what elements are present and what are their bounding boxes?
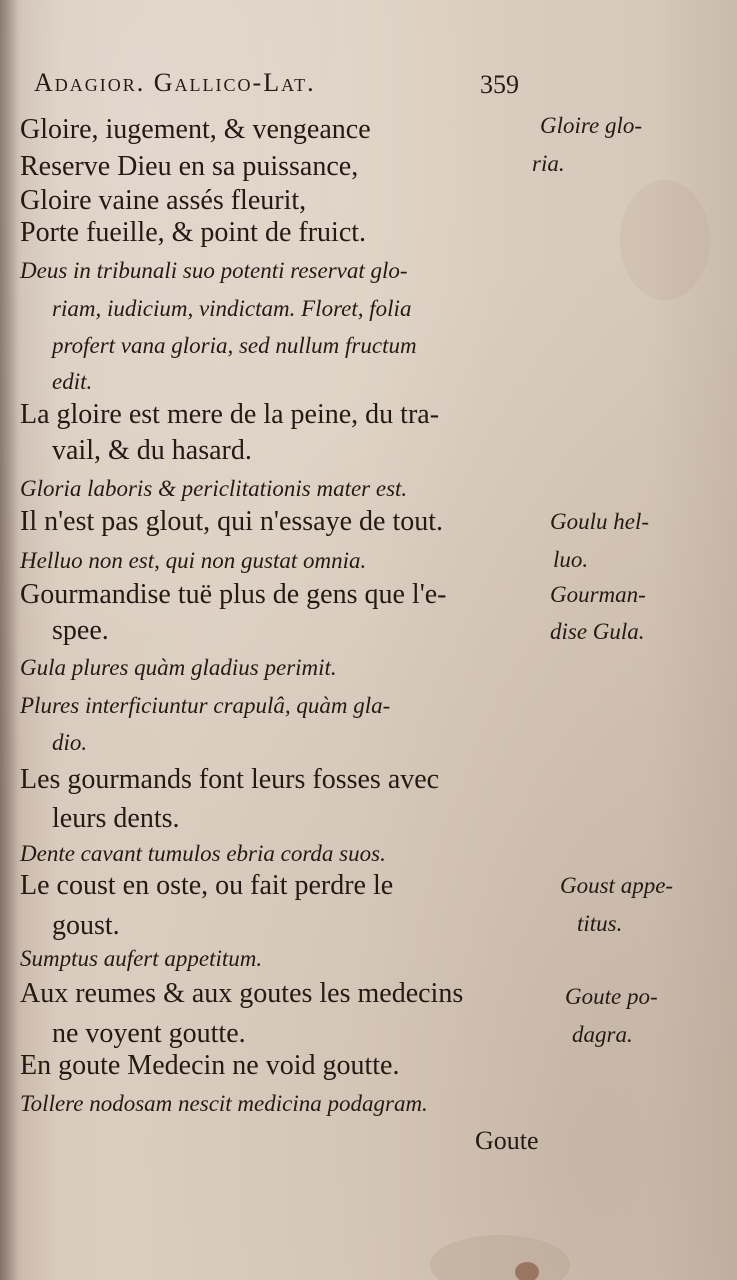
text-line: Sumptus aufert appetitum. [20, 946, 263, 971]
margin-note: titus. [577, 911, 623, 936]
margin-note: dise Gula. [550, 619, 645, 644]
text-line: Deus in tribunali suo potenti reservat glo- [20, 258, 408, 283]
margin-note: ria. [532, 151, 565, 176]
margin-note: dagra. [572, 1022, 633, 1047]
text-line: En goute Medecin ne void goutte. [20, 1050, 400, 1081]
paper-stain [620, 180, 710, 300]
text-line: Tollere nodosam nescit medicina podagram. [20, 1091, 428, 1116]
text-line: Helluo non est, qui non gustat omnia. [20, 548, 367, 573]
text-line: Gloire, iugement, & vengeance [20, 114, 371, 145]
text-line: leurs dents. [52, 803, 180, 834]
margin-note: luo. [553, 547, 589, 572]
margin-note: Goust appe- [560, 873, 674, 898]
margin-note: Goute po- [565, 984, 658, 1009]
text-line: goust. [52, 910, 120, 941]
text-line: ne voyent goutte. [52, 1018, 246, 1049]
paper-stain [515, 1262, 539, 1280]
text-line: Reserve Dieu en sa puissance, [20, 151, 359, 182]
paper-stain [430, 1235, 570, 1280]
gutter-shadow [0, 0, 18, 1280]
text-line: Il n'est pas glout, qui n'essaye de tout. [20, 506, 444, 537]
text-line: spee. [52, 615, 109, 646]
text-line: Les gourmands font leurs fosses avec [20, 764, 440, 795]
text-line: La gloire est mere de la peine, du tra- [20, 399, 440, 430]
text-line: Le coust en oste, ou fait perdre le [20, 870, 394, 901]
text-line: edit. [52, 369, 93, 394]
margin-note: Goulu hel- [550, 509, 650, 534]
text-line: Porte fueille, & point de fruict. [20, 217, 367, 248]
text-line: Dente cavant tumulos ebria corda suos. [20, 841, 386, 866]
text-line: Plures interficiuntur crapulâ, quàm gla- [20, 693, 391, 718]
margin-note: Gloire glo- [540, 113, 642, 138]
running-title: Adagior. Gallico-Lat. [34, 68, 316, 97]
text-line: Gourmandise tuë plus de gens que l'e- [20, 579, 447, 610]
catchword: Goute [475, 1126, 539, 1155]
text-line: Gloria laboris & periclitationis mater est. [20, 476, 408, 501]
page-number: 359 [480, 70, 519, 99]
text-line: dio. [52, 730, 88, 755]
text-line: Aux reumes & aux goutes les medecins [20, 978, 464, 1009]
text-line: Gula plures quàm gladius perimit. [20, 655, 337, 680]
text-line: Gloire vaine assés fleurit, [20, 185, 307, 216]
text-line: riam, iudicium, vindictam. Floret, folia [52, 296, 412, 321]
margin-note: Gourman- [550, 582, 646, 607]
text-line: profert vana gloria, sed nullum fructum [52, 333, 417, 358]
text-line: vail, & du hasard. [52, 435, 252, 466]
